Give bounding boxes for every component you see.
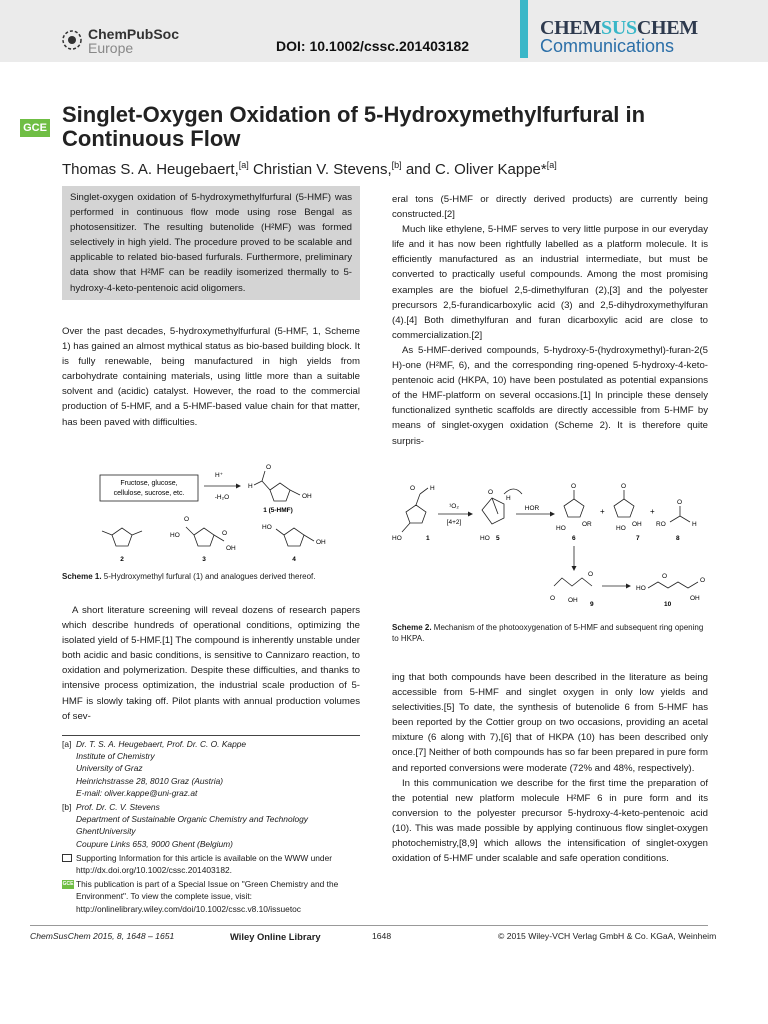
- svg-text:O: O: [222, 530, 228, 537]
- svg-text:RO: RO: [656, 521, 666, 528]
- paragraph: Much like ethylene, 5-HMF serves to very little purpose in our everyday life and it has now been rightfully labelled as a platform molecule. It is efficiently manufactured as an industrial intermediate, but must be converted to practically useful compounds. Among the most promising examples are the biofuel 2,5-dimethylfuran (2),[3] and the polyester precursors 2,5-furandicarboxylic acid (3) and 2,5-dihydroxymethylfuran (4).[4] Both dimethylfuran and furan dicarboxylic acid are close to commercialization.[2]: [392, 224, 708, 341]
- svg-text:O: O: [488, 489, 494, 496]
- footer-divider: [30, 925, 708, 926]
- svg-text:+: +: [650, 507, 655, 516]
- svg-text:O: O: [550, 595, 556, 602]
- svg-text:OH: OH: [226, 545, 236, 552]
- journal-header: [0, 0, 768, 62]
- gce-badge: GCE: [20, 119, 50, 137]
- journal-citation: ChemSusChem 2015, 8, 1648 – 1651: [30, 931, 175, 941]
- svg-text:H: H: [430, 485, 435, 492]
- svg-text:O: O: [571, 483, 577, 490]
- svg-text:O: O: [184, 516, 190, 523]
- affiliation-mark: [a]: [238, 160, 249, 170]
- svg-text:O: O: [700, 577, 706, 584]
- article-title: Singlet-Oxygen Oxidation of 5-Hydroxymethylfurfural in Continuous Flow: [62, 102, 646, 151]
- body-column-left-top: [62, 324, 360, 430]
- svg-text:HO: HO: [636, 585, 646, 592]
- author: Christian V. Stevens,: [248, 161, 392, 178]
- svg-text:HO: HO: [392, 535, 402, 542]
- svg-text:OH: OH: [632, 521, 642, 528]
- paragraph: As 5-HMF-derived compounds, 5-hydroxy-5-(hydroxymethyl)-furan-2(5 H)-one (H²MF, 6), and the corresponding ring-opened 5-hydroxy-4-keto-pentenoic acid (HKPA, 10) have been postulated as potential expansions of the HMF-platform on several occasions.[1] In principle these densely functionalized synthetic scaffolds are directly accessible from 5-HMF by means of singlet-oxygen oxidation (Scheme 2). It is therefore quite surpris-: [392, 344, 708, 447]
- reagent: H⁺: [214, 472, 224, 479]
- author-list: [62, 161, 557, 178]
- compound-label: 5: [496, 535, 500, 542]
- body-column-right-bottom: [392, 670, 708, 866]
- carbohydrate-box: [100, 475, 198, 501]
- paragraph: ing that both compounds have been described in the literature as being accessible from 5-HMF and singlet oxygen in only low yields and selectivities.[5] To date, the synthesis of butenolide 6 from 5-HMF has been reported by the Cottier group on two occasions, providing an acetal mixture (6 along with 7),[6] that of HKPA (10) has been described only once.[7] Neither of both compounds has so far been prepared in pure form and reported conversions were moderate (72% and 48%, respectively).: [392, 672, 708, 774]
- compound-label: 1: [426, 535, 430, 542]
- compound-label: 3: [202, 556, 206, 563]
- special-issue-note[interactable]: GCE This publication is part of a Special Issue on "Green Chemistry and the Environment". To view the complete issue, visit: http://onlinelibrary.wiley.com/doi/10.1002/cssc.v8.10/issuetoc: [62, 879, 339, 914]
- svg-text:[4+2]: [4+2]: [446, 519, 462, 526]
- compound-label: 8: [676, 535, 680, 542]
- svg-text:OR: OR: [582, 521, 592, 528]
- svg-text:¹O₂: ¹O₂: [449, 503, 459, 510]
- publisher-star-icon: [60, 28, 84, 52]
- doi[interactable]: DOI: 10.1002/cssc.201403182: [276, 38, 470, 54]
- journal-name-mid: SUS: [601, 17, 637, 39]
- body-column-left-bottom: [62, 603, 360, 724]
- compound-label: 9: [590, 601, 594, 608]
- monitor-icon: [62, 854, 72, 862]
- journal-name-left: CHEM: [540, 17, 602, 39]
- svg-text:HO: HO: [556, 525, 566, 532]
- svg-text:O: O: [621, 483, 627, 490]
- compound-label: 7: [636, 535, 640, 542]
- paragraph: A short literature screening will reveal dozens of research papers which describe hundreds of operational conditions, optimizing the isolated yield of 5-HMF.[1] The compound is inherently unstable under both acidic and basic conditions, is sensitive to Cannizaro reaction, to oxidation and polymerization. Despite these difficulties, and thanks to intensive process optimization, the industrial scale production of 5-HMF is slowly taking off. Pilot plants with annual production volumes of sev-: [62, 605, 360, 722]
- footnote-divider: [62, 735, 360, 736]
- affiliation-mark: [a]: [546, 160, 557, 170]
- scheme-1-figure: [62, 455, 360, 570]
- publisher-name: ChemPubSoc: [88, 26, 180, 42]
- affiliation-a: [a] Dr. T. S. A. Heugebaert, Prof. Dr. C. O. Kappe Institute of Chemistry University of Graz Heinrichstrasse 28, 8010 Graz (Austria) E-mail: oliver.kappe@uni-graz.at: [62, 738, 360, 799]
- scheme-2-caption: Scheme 2. Mechanism of the photooxygenation of 5-HMF and subsequent ring opening to HKPA.: [392, 623, 704, 643]
- journal-accent-bar: [520, 0, 528, 58]
- svg-text:HO: HO: [480, 535, 490, 542]
- svg-text:O: O: [662, 573, 668, 580]
- svg-text:H: H: [248, 483, 253, 490]
- wiley-online-library-link[interactable]: Wiley Online Library: [230, 931, 321, 942]
- svg-text:HO: HO: [262, 524, 272, 531]
- hmf-ring: [270, 483, 290, 501]
- svg-text:HO: HO: [616, 525, 626, 532]
- compound-label: 1 (5-HMF): [263, 507, 293, 514]
- scheme-2-figure: [392, 470, 708, 610]
- supporting-info-note[interactable]: Supporting Information for this article is available on the WWW under http://dx.doi.org/10.1002/cssc.201403182.: [62, 852, 360, 876]
- svg-text:O: O: [410, 485, 416, 492]
- svg-text:HO: HO: [170, 532, 180, 539]
- svg-text:OH: OH: [316, 539, 326, 546]
- svg-text:OH: OH: [690, 595, 700, 602]
- box-line-2: cellulose, sucrose, etc.: [113, 490, 185, 497]
- affiliation-mark: [b]: [391, 160, 402, 170]
- abstract: Singlet-oxygen oxidation of 5-hydroxymethylfurfural (5-HMF) was performed in continuous flow mode using rose Bengal as photosensitizer. The resulting butenolide (H²MF) was formed selectively in high yield. The procedure proved to be scalable and applicable to related bio-based furfurals. Furthermore, preliminary data show that H²MF can be readily isomerized thermally to 5-hydroxy-4-keto-pentenoic acid oligomers.: [62, 186, 360, 300]
- svg-text:O: O: [588, 571, 594, 578]
- svg-text:O: O: [677, 499, 683, 506]
- author: and C. Oliver Kappe*: [401, 161, 547, 178]
- page-number: 1648: [372, 931, 392, 941]
- compound-label: 6: [572, 535, 576, 542]
- svg-text:+: +: [600, 507, 605, 516]
- compound-label: 4: [292, 556, 296, 563]
- box-line-1: Fructose, glucose,: [120, 480, 178, 487]
- affiliation-b: [b] Prof. Dr. C. V. Stevens Department of Sustainable Organic Chemistry and Technology GhentUniversity Coupure Links 653, 9000 Ghent (Belgium): [62, 802, 308, 849]
- author: Thomas S. A. Heugebaert,: [62, 161, 239, 178]
- svg-text:H: H: [692, 521, 697, 528]
- paragraph: Over the past decades, 5-hydroxymethylfurfural (5-HMF, 1, Scheme 1) has gained an almost mythical status as bio-based building block. It is fully renewable, being manufactured in high yields from carbohydrate containing materials, using little more than a suitable solvent and (acidic) catalyst. However, the road to the commercial production of 5-HMF, and a 5-HMF-based value chain for that matter, has been paved with difficulties.: [62, 326, 360, 428]
- scheme-1-caption: Scheme 1. 5-Hydroxymethyl furfural (1) and analogues derived thereof.: [62, 572, 316, 581]
- publisher-region: Europe: [88, 40, 134, 56]
- svg-text:HOR: HOR: [524, 505, 540, 512]
- journal-name-right: CHEM: [636, 17, 698, 39]
- article-section: Communications: [540, 36, 675, 56]
- svg-text:H: H: [506, 495, 511, 502]
- svg-text:O: O: [266, 464, 272, 471]
- svg-text:OH: OH: [302, 493, 312, 500]
- body-column-right-top: [392, 192, 708, 449]
- byproduct: -H₂O: [214, 494, 230, 501]
- paragraph: In this communication we describe for the first time the preparation of the potential new platform molecule H²MF 6 in pure form and its conversion to the polyester precursor 5-hydroxy-4-keto-pentenoic acid (10). This was made possible by applying continuous flow singlet-oxygen photochemistry,[8,9] which allows the intensification of singlet-oxygen oxidation of 5-HMF under scalable and safe operation conditions.: [392, 777, 708, 865]
- compound-label: 2: [120, 556, 124, 563]
- svg-text:OH: OH: [568, 597, 578, 604]
- footnotes: [62, 738, 360, 915]
- paragraph: eral tons (5-HMF or directly derived products) are currently being constructed.[2]: [392, 194, 708, 221]
- compound-label: 10: [664, 601, 672, 608]
- gce-icon: GCE: [62, 881, 74, 888]
- copyright: © 2015 Wiley-VCH Verlag GmbH & Co. KGaA, Weinheim: [498, 931, 717, 941]
- author-email[interactable]: E-mail: oliver.kappe@uni-graz.at: [76, 787, 198, 798]
